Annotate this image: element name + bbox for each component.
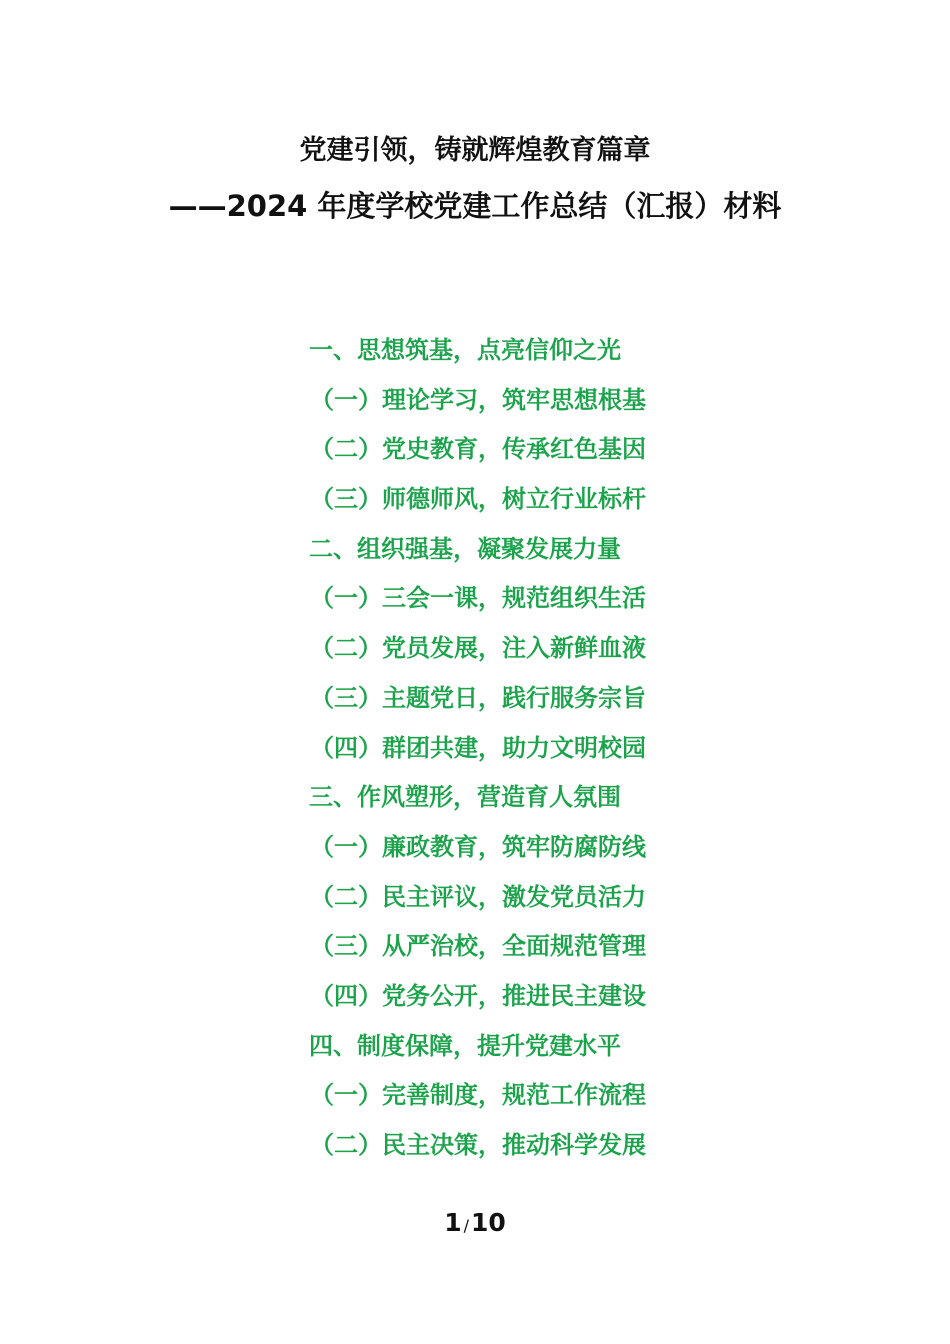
toc-subsection: （一）完善制度，规范工作流程 xyxy=(310,1081,646,1110)
toc-subsection: （一）廉政教育，筑牢防腐防线 xyxy=(310,832,646,861)
toc-subsection: （二）党员发展，注入新鲜血液 xyxy=(310,634,646,663)
toc-subsection: （四）群团共建，助力文明校园 xyxy=(310,733,646,762)
document-title: 党建引领，铸就辉煌教育篇章 xyxy=(299,135,651,166)
toc-subsection: （二）民主决策，推动科学发展 xyxy=(310,1131,646,1159)
toc-subsection: （二）民主评议，激发党员活力 xyxy=(310,882,646,911)
document-subtitle: ——2024 年度学校党建工作总结（汇报）材料 xyxy=(168,189,782,223)
page-number xyxy=(0,1208,950,1237)
table-of-contents xyxy=(0,330,950,1175)
page-total: 10 xyxy=(471,1208,506,1237)
toc-section-heading: 三、作风塑形，营造育人氛围 xyxy=(309,783,621,812)
toc-subsection: （一）理论学习，筑牢思想根基 xyxy=(310,385,646,414)
toc-section-heading: 一、思想筑基，点亮信仰之光 xyxy=(309,336,621,364)
toc-subsection: （四）党务公开，推进民主建设 xyxy=(310,981,646,1010)
toc-subsection: （三）从严治校，全面规范管理 xyxy=(310,932,646,961)
toc-subsection: （二）党史教育，传承红色基因 xyxy=(310,435,646,464)
page-separator: / xyxy=(463,1216,469,1235)
page-current: 1 xyxy=(444,1208,462,1237)
toc-section-heading: 四、制度保障，提升党建水平 xyxy=(309,1031,621,1060)
toc-subsection: （三）主题党日，践行服务宗旨 xyxy=(310,683,646,712)
toc-subsection: （三）师德师风，树立行业标杆 xyxy=(310,485,646,514)
toc-section-heading: 二、组织强基，凝聚发展力量 xyxy=(309,534,621,563)
toc-subsection: （一）三会一课，规范组织生活 xyxy=(310,584,646,613)
